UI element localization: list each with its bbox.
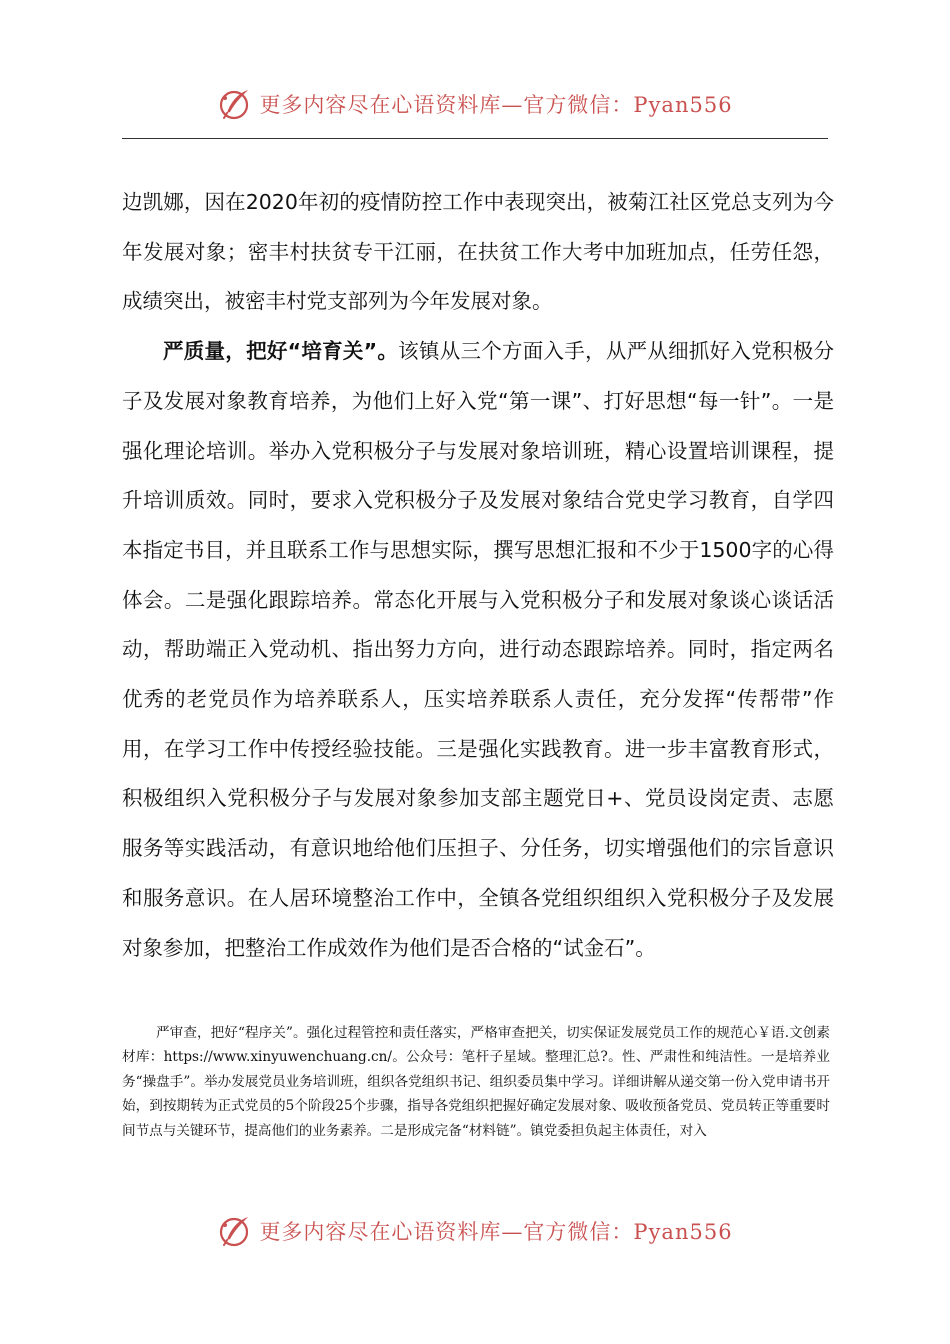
header-banner-text: 更多内容尽在心语资料库—官方微信：Pyan556 [259,93,733,117]
header-banner [0,84,950,124]
paragraph-body: 该镇从三个方面入手，从严从细抓好入党积极分子及发展对象教育培养，为他们上好入党“第一课”、打好思想“每一针”。一是强化理论培训。举办入党积极分子与发展对象培训班，精心设置培训课程，提升培训质效。同时，要求入党积极分子及发展对象结合党史学习教育，自学四本指定书目，并且联系工作与思想实际，撰写思想汇报和不少于1500字的心得体会。二是强化跟踪培养。常态化开展与入党积极分子和发展对象谈心谈话活动，帮助端正入党动机、指出努力方向，进行动态跟踪培养。同时，指定两名优秀的老党员作为培养联系人，压实培养联系人责任，充分发挥“传帮带”作用，在学习工作中传授经验技能。三是强化实践教育。进一步丰富教育形式，积极组织入党积极分子与发展对象参加支部主题党日+、党员设岗定责、志愿服务等实践活动，有意识地给他们压担子、分任务，切实增强他们的宗旨意识和服务意识。在人居环境整治工作中，全镇各党组织组织入党积极分子及发展对象参加，把整治工作成效作为他们是否合格的“试金石”。 [122,339,834,960]
paragraph-lead-heading: 严质量，把好“培育关”。 [163,339,399,364]
paragraph-continuation: 边凯娜，因在2020年初的疫情防控工作中表现突出，被菊江社区党总支列为今年发展对象；密丰村扶贫专干江丽，在扶贫工作大考中加班加点，任劳任怨，成绩突出，被密丰村党支部列为今年发展对象。 [122,190,834,314]
header-divider [122,138,828,139]
footer-banner [0,1211,950,1251]
main-body [122,178,834,973]
feather-pen-logo-icon [217,1213,253,1249]
paragraph-cultivation [122,327,834,973]
paragraph-review-small: 严审查，把好“程序关”。强化过程管控和责任落实，严格审查把关，切实保证发展党员工作的规范心￥语.文创素材库：https://www.xinyuwenchuang.cn/。公众号：笔杆子星域。整理汇总?。性、严肃性和纯洁性。一是培养业务“操盘手”。举办发展党员业务培训班，组织各党组织书记、组织委员集中学习。详细讲解从递交第一份入党申请书开始，到按期转为正式党员的5个阶段25个步骤，指导各党组织把握好确定发展对象、吸收预备党员、党员转正等重要时间节点与关键环节，提高他们的业务素养。二是形成完备“材料链”。镇党委担负起主体责任，对入 [122,1025,830,1139]
feather-pen-logo-icon [217,86,253,122]
footer-banner-text: 更多内容尽在心语资料库—官方微信：Pyan556 [259,1220,733,1244]
